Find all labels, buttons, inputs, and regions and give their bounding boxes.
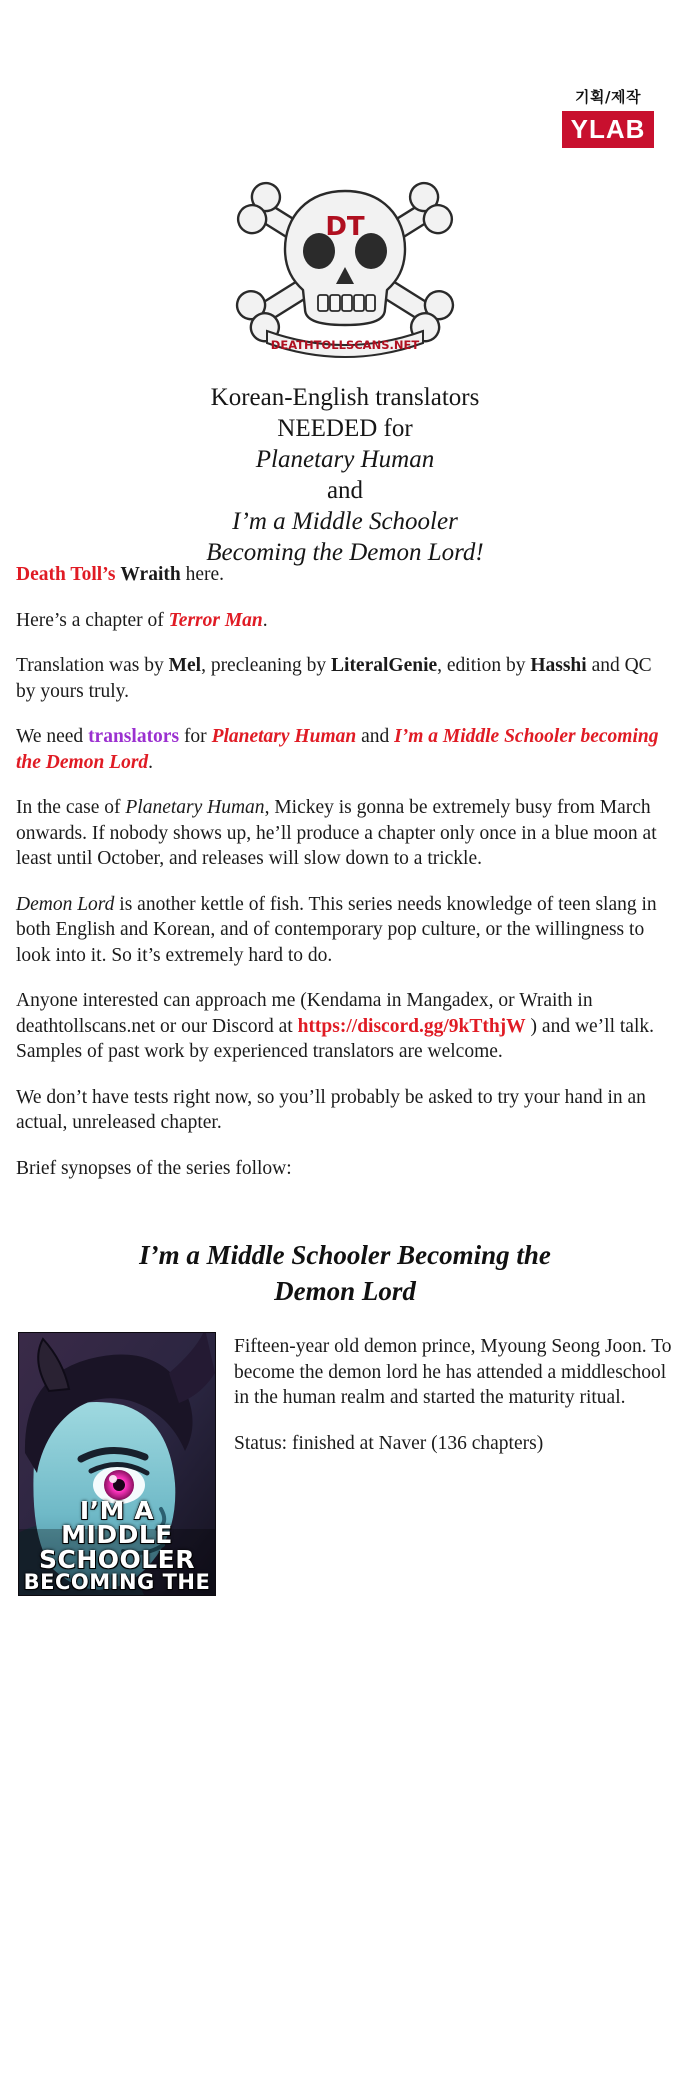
logo-banner bbox=[267, 331, 423, 357]
headline-line-2: NEEDED for bbox=[277, 415, 413, 442]
paragraph-credits bbox=[16, 653, 674, 704]
credits-e: , edition by bbox=[437, 655, 526, 676]
svg-text:DEATHTOLLSCANS.NET: DEATHTOLLSCANS.NET bbox=[270, 337, 420, 352]
contact-a: Anyone interested can approach me (Kendama in Mangadex, or Wraith in deathtollscans.net or our Discord at bbox=[16, 990, 593, 1037]
headline-line-1: Korean-English translators bbox=[210, 384, 480, 411]
paragraph-planetary-human bbox=[16, 795, 674, 872]
ph-series-name: Planetary Human bbox=[125, 797, 265, 818]
group-name: Death Toll’s bbox=[16, 564, 116, 585]
series-entry bbox=[18, 1332, 672, 1596]
credit-precleaner: LiteralGenie bbox=[331, 655, 438, 676]
page-title bbox=[18, 382, 672, 568]
contact-b: ) and we’ll talk. Samples of past work by experienced translators are welcome. bbox=[16, 1015, 655, 1062]
greeting-tail: here. bbox=[185, 564, 225, 585]
chapter-period: . bbox=[262, 609, 268, 631]
cover-title-text bbox=[19, 1495, 215, 1595]
series-demon-lord: I’m a Middle Schooler becoming the Demon Lord bbox=[16, 726, 659, 773]
cover-title-line-1: I’M A bbox=[79, 1495, 155, 1525]
publisher-korean-label: 기획/제작 bbox=[575, 88, 641, 106]
credits-c: , precleaning by bbox=[201, 655, 327, 676]
recruit-a: We need bbox=[16, 726, 84, 747]
paragraph-synopses-intro: Brief synopses of the series follow: bbox=[16, 1157, 292, 1179]
headline-line-4: and bbox=[326, 477, 364, 504]
headline-line-3: Planetary Human bbox=[255, 446, 435, 473]
discord-link[interactable]: https://discord.gg/9kTthjW bbox=[297, 1015, 526, 1037]
release-notes bbox=[16, 562, 674, 1201]
paragraph-tests: We don’t have tests right now, so you’ll probably be asked to try your hand in an actual, unreleased chapter. bbox=[16, 1086, 646, 1133]
recruit-e: and bbox=[361, 726, 390, 747]
paragraph-recruitment bbox=[16, 724, 674, 775]
dl-b: is another kettle of fish. This series needs knowledge of teen slang in both English and Korean, and of contemporary pop culture, or the willingness to look into it. So it’s extremely hard to do. bbox=[16, 893, 657, 966]
series-terror-man: Terror Man bbox=[168, 609, 263, 631]
chapter-intro: Here’s a chapter of bbox=[16, 609, 164, 631]
headline-line-5: I’m a Middle Schooler bbox=[232, 508, 458, 535]
series-description bbox=[234, 1332, 672, 1596]
author-name: Wraith bbox=[120, 564, 181, 585]
paragraph-demon-lord bbox=[16, 892, 674, 969]
recruit-role: translators bbox=[88, 726, 180, 747]
deathtoll-logo bbox=[0, 160, 690, 365]
paragraph-greeting bbox=[16, 562, 674, 588]
series-heading bbox=[34, 1237, 656, 1309]
series-status: Status: finished at Naver (136 chapters) bbox=[234, 1432, 544, 1454]
series-synopsis: Fifteen-year old demon prince, Myoung Seong Joon. To become the demon lord he has attended a middleschool in the human realm and started the maturity ritual. bbox=[234, 1336, 672, 1408]
headline-line-6: Becoming the Demon Lord! bbox=[206, 539, 484, 566]
ph-a: In the case of bbox=[16, 797, 121, 818]
credit-translator: Mel bbox=[168, 655, 202, 676]
recruit-g: . bbox=[148, 751, 154, 773]
series-heading-line-2: Demon Lord bbox=[274, 1276, 416, 1306]
dl-series-name: Demon Lord bbox=[16, 893, 115, 915]
credits-a: Translation was by bbox=[16, 655, 164, 676]
series-heading-line-1: I’m a Middle Schooler Becoming the bbox=[139, 1240, 551, 1270]
recruit-c: for bbox=[183, 726, 207, 747]
cover-title-line-3: BECOMING THE bbox=[23, 1570, 211, 1595]
paragraph-contact bbox=[16, 988, 674, 1065]
credits-g: and QC by yours truly. bbox=[16, 655, 652, 702]
cover-title-line-2: MIDDLE SCHOOLER bbox=[38, 1520, 196, 1574]
ph-c: , Mickey is gonna be extremely busy from March onwards. If nobody shows up, he’ll produce a chapter only once in a blue moon at least until October, and releases will slow down to a trickle. bbox=[16, 797, 657, 869]
skull-crossbones-icon bbox=[215, 163, 475, 363]
series-cover bbox=[18, 1332, 216, 1596]
publisher-block bbox=[548, 86, 668, 148]
paragraph-chapter bbox=[16, 608, 674, 634]
logo-monogram: DT bbox=[325, 211, 365, 242]
series-planetary-human: Planetary Human bbox=[211, 726, 357, 747]
publisher-logo: YLAB bbox=[562, 111, 655, 148]
credit-editor: Hasshi bbox=[530, 655, 587, 676]
